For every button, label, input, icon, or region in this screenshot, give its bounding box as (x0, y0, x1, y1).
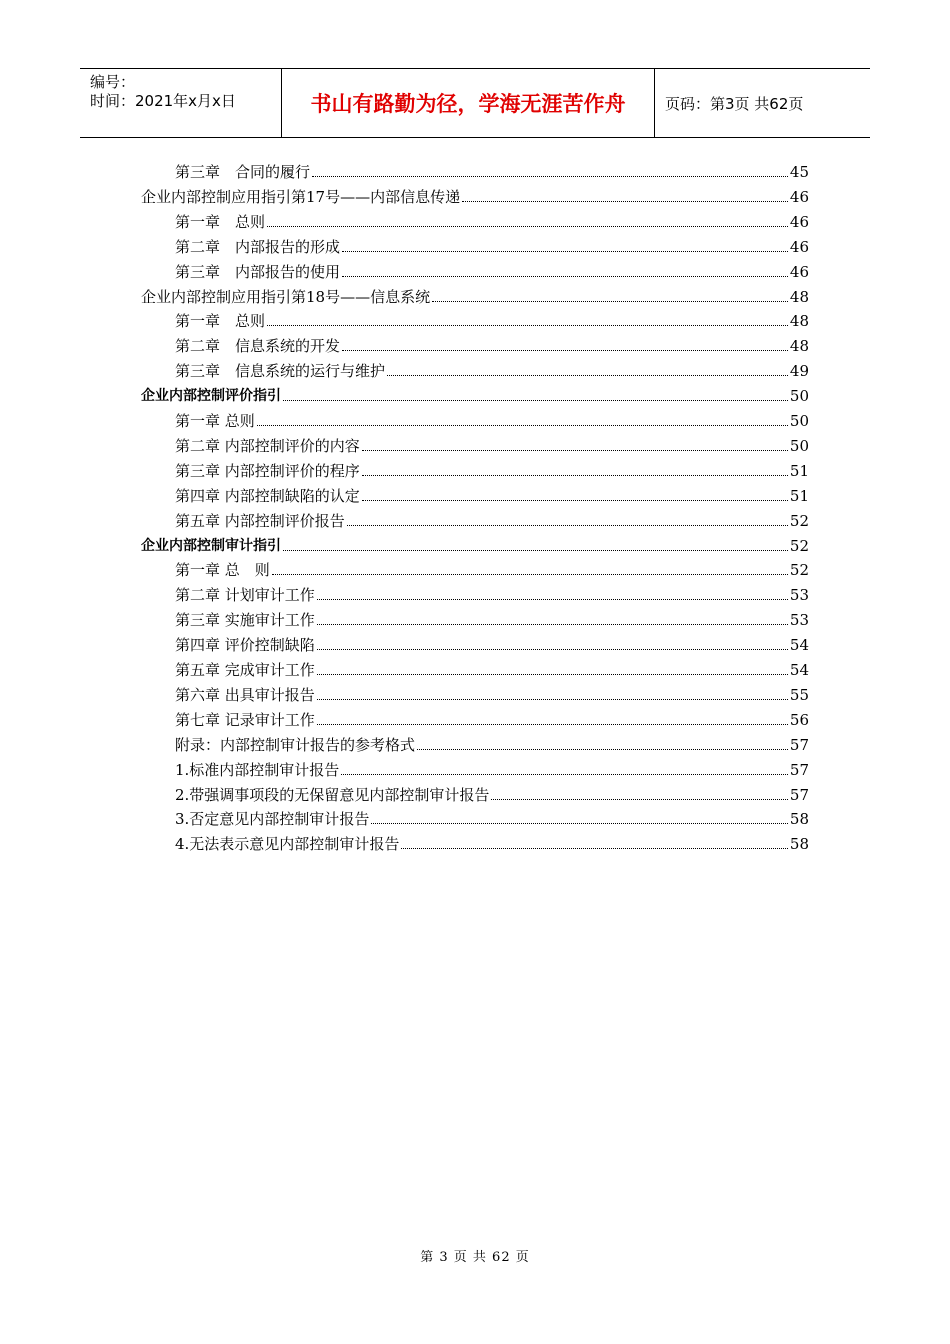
toc-entry-page: 48 (789, 337, 809, 356)
toc-entry-title: 第二章 内部控制评价的内容 (175, 436, 360, 455)
toc-dot-leader (317, 723, 788, 725)
toc-entry-page: 46 (789, 237, 809, 256)
toc-entry-title: 第二章 内部报告的形成 (175, 237, 341, 256)
toc-entry[interactable] (175, 581, 809, 605)
toc-dot-leader (257, 424, 788, 426)
toc-dot-leader (317, 623, 788, 625)
toc-entry-page: 50 (789, 412, 809, 430)
toc-entry[interactable] (175, 681, 809, 705)
toc-entry-page: 54 (789, 636, 809, 655)
toc-entry-page: 57 (789, 735, 809, 754)
toc-dot-leader (387, 374, 788, 376)
toc-entry-page: 57 (789, 760, 809, 779)
toc-entry[interactable] (175, 208, 809, 232)
toc-entry-page: 53 (789, 586, 809, 605)
header-meta-cell (80, 69, 282, 137)
header-motto-cell (282, 69, 655, 137)
toc-entry-title: 第七章 记录审计工作 (175, 710, 315, 729)
toc-entry-title: 第三章 实施审计工作 (175, 611, 315, 630)
toc-entry-title: 4.无法表示意见内部控制审计报告 (175, 835, 400, 854)
toc-entry-title: 2.带强调事项段的无保留意见内部控制审计报告 (175, 785, 490, 804)
toc-entry[interactable] (175, 233, 809, 257)
toc-entry[interactable] (175, 805, 809, 829)
toc-entry-page: 46 (789, 212, 809, 231)
toc-entry-title: 第三章 信息系统的运行与维护 (175, 362, 386, 381)
toc-entry-page: 54 (789, 661, 809, 679)
toc-entry-title: 第五章 完成审计工作 (175, 661, 315, 679)
toc-entry-title: 第二章 计划审计工作 (175, 586, 315, 605)
toc-entry[interactable] (175, 407, 809, 431)
toc-entry-page: 46 (789, 262, 809, 281)
toc-entry-title: 第四章 内部控制缺陷的认定 (175, 486, 360, 505)
toc-entry[interactable] (175, 482, 809, 506)
toc-dot-leader (342, 349, 788, 351)
toc-entry-page: 57 (789, 785, 809, 804)
document-header (80, 68, 870, 138)
toc-entry-page: 52 (789, 561, 809, 580)
toc-entry-page: 48 (789, 312, 809, 331)
header-page-info: 页码：第3页 共62页 (665, 94, 804, 113)
toc-entry-title: 第一章 总则 (175, 212, 266, 231)
code-label: 编号： (90, 73, 136, 91)
toc-entry-title: 第二章 信息系统的开发 (175, 337, 341, 356)
toc-dot-leader (417, 748, 788, 750)
toc-dot-leader (491, 798, 788, 800)
toc-dot-leader (362, 499, 788, 501)
toc-dot-leader (362, 474, 788, 476)
toc-entry[interactable] (175, 457, 809, 481)
toc-dot-leader (362, 449, 788, 451)
toc-entry-title: 企业内部控制审计指引 (141, 537, 281, 554)
toc-dot-leader (312, 175, 788, 177)
toc-dot-leader (342, 250, 788, 252)
toc-entry-title: 第三章 合同的履行 (175, 163, 311, 181)
toc-dot-leader (341, 773, 788, 775)
toc-entry[interactable] (175, 158, 809, 182)
toc-entry-title: 第一章 总 则 (175, 561, 270, 580)
toc-dot-leader (432, 300, 788, 302)
toc-entry-page: 56 (789, 710, 809, 729)
motto-text: 书山有路勤为径，学海无涯苦作舟 (310, 92, 626, 116)
toc-entry[interactable] (141, 283, 809, 307)
toc-dot-leader (317, 698, 788, 700)
toc-dot-leader (317, 648, 788, 650)
toc-dot-leader (283, 549, 788, 551)
toc-entry-page: 48 (789, 287, 809, 306)
toc-entry-page: 50 (789, 387, 809, 406)
toc-entry-title: 第六章 出具审计报告 (175, 685, 315, 704)
toc-entry[interactable] (175, 307, 809, 331)
toc-dot-leader (317, 598, 788, 600)
toc-entry-title: 附录：内部控制审计报告的参考格式 (175, 735, 416, 754)
toc-entry[interactable] (175, 731, 809, 755)
toc-dot-leader (401, 847, 788, 849)
toc-entry[interactable] (175, 706, 809, 730)
toc-entry-page: 52 (789, 536, 809, 555)
toc-entry-title: 第三章 内部报告的使用 (175, 262, 341, 281)
toc-entry-page: 53 (789, 611, 809, 630)
toc-entry-title: 第五章 内部控制评价报告 (175, 511, 345, 530)
toc-dot-leader (342, 275, 788, 277)
toc-entry[interactable] (141, 532, 809, 556)
toc-entry[interactable] (175, 332, 809, 356)
toc-entry-page: 46 (789, 187, 809, 206)
toc-entry[interactable] (175, 631, 809, 655)
toc-entry[interactable] (175, 830, 809, 854)
toc-entry[interactable] (175, 357, 809, 381)
toc-entry-title: 第一章 总则 (175, 412, 255, 430)
toc-dot-leader (272, 573, 788, 575)
toc-entry-page: 55 (789, 685, 809, 704)
toc-entry[interactable] (175, 432, 809, 456)
toc-dot-leader (267, 225, 788, 227)
toc-dot-leader (317, 673, 788, 675)
toc-entry-page: 58 (789, 835, 809, 854)
toc-entry[interactable] (141, 382, 809, 406)
toc-dot-leader (347, 524, 788, 526)
toc-entry[interactable] (175, 258, 809, 282)
toc-entry-title: 3.否定意见内部控制审计报告 (175, 810, 370, 829)
toc-entry[interactable] (175, 781, 809, 805)
toc-entry[interactable] (175, 507, 809, 531)
toc-entry[interactable] (141, 183, 809, 207)
toc-entry[interactable] (175, 756, 809, 780)
toc-entry-page: 52 (789, 511, 809, 530)
header-page-cell (655, 69, 870, 137)
toc-dot-leader (371, 822, 788, 824)
toc-entry[interactable] (175, 606, 809, 630)
toc-entry-title: 企业内部控制评价指引 (141, 388, 281, 405)
toc-entry-title: 企业内部控制应用指引第17号——内部信息传递 (141, 187, 461, 206)
toc-entry[interactable] (175, 556, 809, 580)
toc-entry-title: 第一章 总则 (175, 312, 266, 331)
toc-dot-leader (283, 399, 788, 401)
toc-entry-page: 58 (789, 810, 809, 829)
toc-dot-leader (462, 200, 788, 202)
page-footer: 第 3 页 共 62 页 (420, 1250, 530, 1265)
toc-entry-title: 第三章 内部控制评价的程序 (175, 461, 360, 480)
toc-entry[interactable] (175, 656, 809, 680)
toc-entry-page: 50 (789, 436, 809, 455)
toc-entry-page: 51 (789, 461, 809, 480)
toc-entry-page: 49 (789, 362, 809, 381)
toc-entry-title: 1.标准内部控制审计报告 (175, 760, 340, 779)
toc-entry-page: 51 (789, 486, 809, 505)
date-line: 时间：2021年x月x日 (90, 92, 236, 110)
toc-entry-page: 45 (789, 163, 809, 181)
toc-dot-leader (267, 324, 788, 326)
toc-entry-title: 企业内部控制应用指引第18号——信息系统 (141, 287, 431, 306)
toc-entry-title: 第四章 评价控制缺陷 (175, 636, 315, 655)
